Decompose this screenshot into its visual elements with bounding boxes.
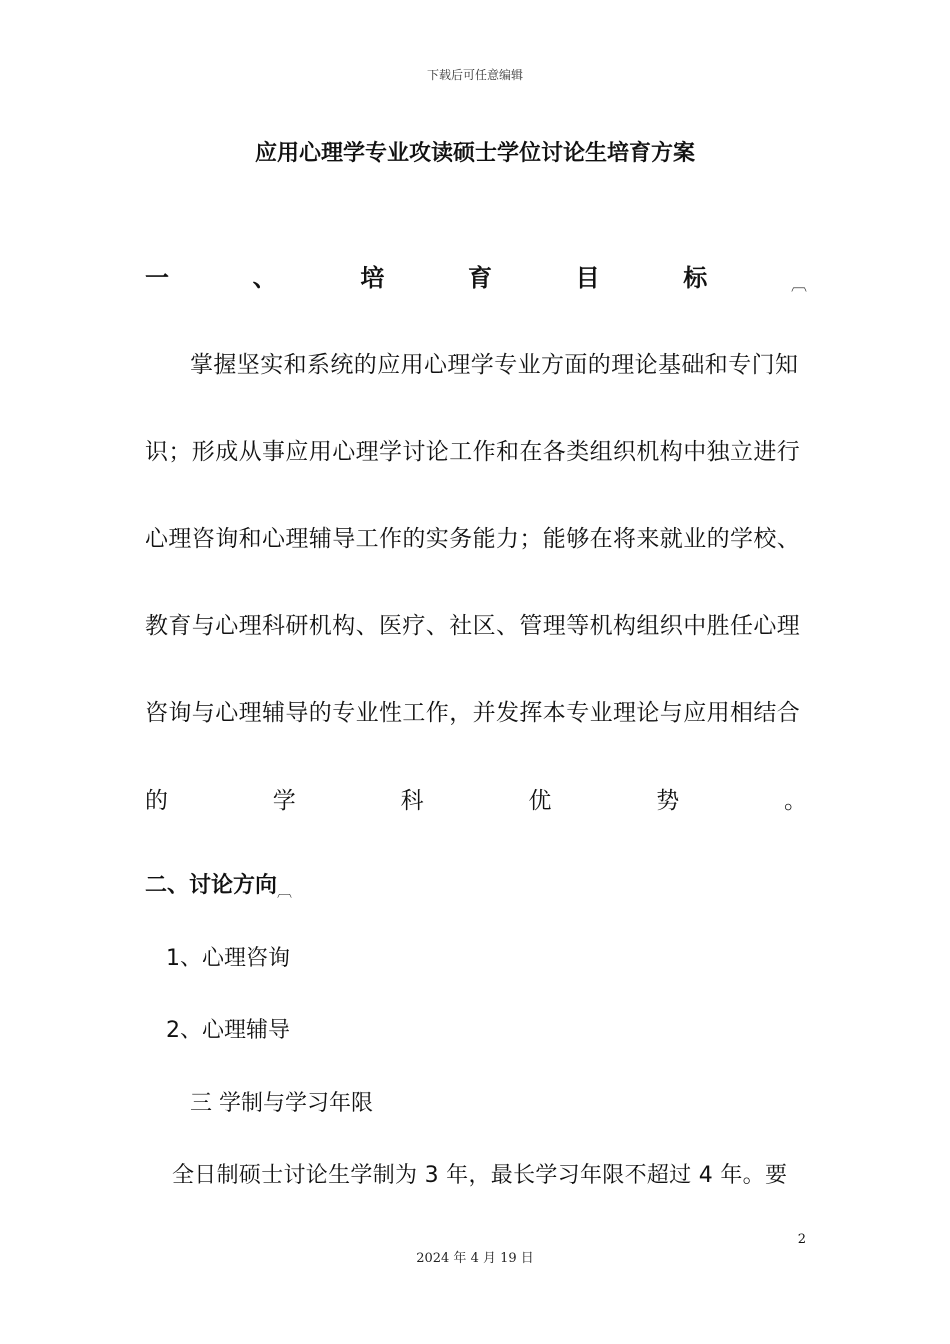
section1-char: 培 [360,264,385,292]
justified-char: 势 [656,788,680,814]
section2-heading [145,868,292,899]
document-title: 应用心理学专业攻读硕士学位讨论生培育方案 [254,141,695,166]
page-number: 2 [797,1232,806,1247]
justified-char: 的 [145,788,168,814]
justified-char: 优 [528,788,552,814]
direction-item: 2、心理辅导 [166,1018,290,1043]
section3-paragraph: 全日制硕士讨论生学制为 3 年，最长学习年限不超过 4 年。要 [172,1163,788,1188]
section1-mark: ︹ [790,275,807,294]
justified-char: 科 [400,788,424,814]
section1-char: 标 [683,264,708,292]
direction-item: 1、心理咨询 [166,946,290,971]
footer-date: 2024 年 4 月 19 日 [416,1251,534,1266]
paragraph-line: 掌握坚实和系统的应用心理学专业方面的理论基础和专门知 [190,352,799,378]
paragraph-line: 识；形成从事应用心理学讨论工作和在各类组织机构中独立进行 [145,439,801,465]
justified-char: 。 [783,788,807,814]
paragraph-line: 教育与心理科研机构、医疗、社区、管理等机构组织中胜任心理 [145,613,801,639]
section2-heading-text: 二、讨论方向 [145,873,278,898]
section2-mark: ︹ [277,882,293,900]
section1-heading [145,258,807,293]
section1-char: 目 [575,264,600,292]
header-note: 下载后可任意编辑 [426,68,523,82]
section1-char: 、 [252,264,277,292]
section1-char: 育 [467,264,492,292]
section1-char: 一 [145,264,169,292]
justified-char: 学 [272,788,296,814]
paragraph-line: 心理咨询和心理辅导工作的实务能力；能够在将来就业的学校、 [145,526,801,552]
paragraph-line: 咨询与心理辅导的专业性工作，并发挥本专业理论与应用相结合 [145,700,801,726]
paragraph-last-line [145,782,807,815]
section3-heading: 三 学制与学习年限 [190,1091,373,1116]
